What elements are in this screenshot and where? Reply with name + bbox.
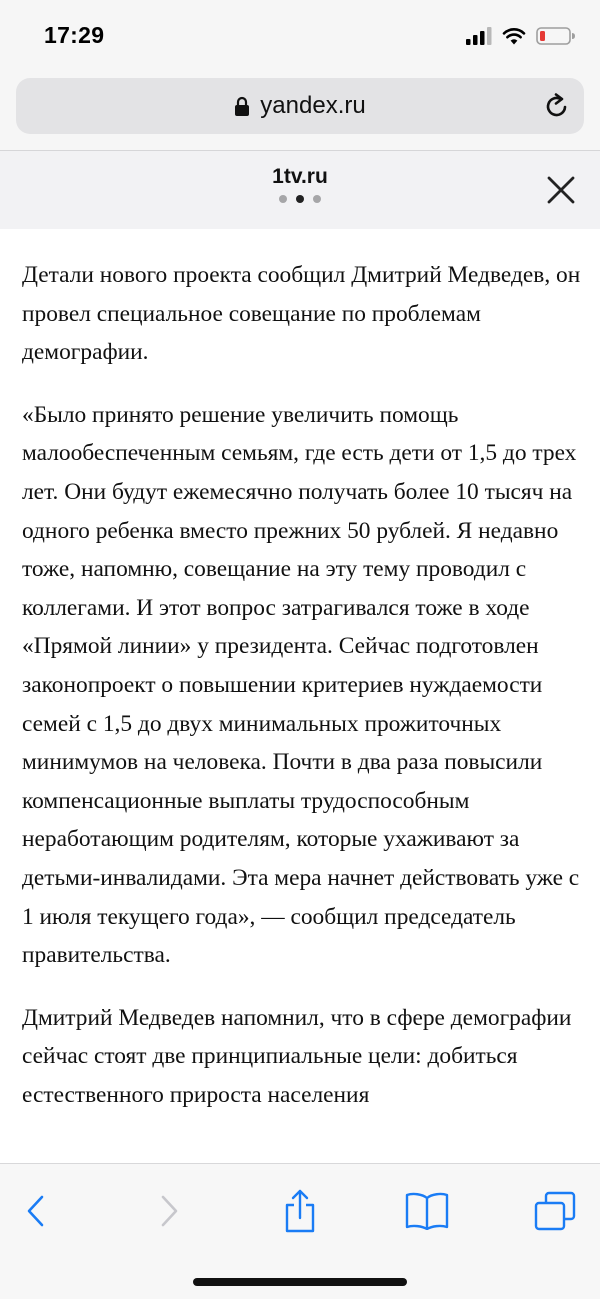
wifi-icon [502,27,526,45]
chevron-left-icon [24,1194,46,1228]
page-dot[interactable] [313,195,321,203]
forward-button[interactable] [145,1186,195,1236]
article-paragraph: Детали нового проекта сообщил Дмитрий Медведев, он провел специальное совещание по проблемам демографии. [22,262,581,366]
close-icon[interactable] [544,173,578,207]
bottom-toolbar [0,1163,600,1299]
status-icons [466,26,576,46]
source-title: 1tv.ru [272,165,328,188]
tabs-icon [534,1191,576,1231]
article-content [22,228,582,1163]
article-paragraph: Дмитрий Медведев напомнил, что в сфере демографии сейчас стоят две принципиальные цели: добиться естественного прироста населения [22,1004,572,1108]
page-dot[interactable] [279,195,287,203]
cellular-signal-icon [466,27,492,45]
home-indicator [193,1278,407,1286]
lock-icon [234,96,250,117]
address-center [16,78,584,134]
tabs-button[interactable] [530,1186,580,1236]
status-bar [0,0,600,70]
source-header [0,150,600,229]
share-button[interactable] [275,1186,325,1236]
page-dots [0,195,600,203]
chevron-right-icon [159,1194,181,1228]
book-icon [405,1192,449,1230]
address-bar[interactable] [16,78,584,134]
back-button[interactable] [10,1186,60,1236]
url-text: yandex.ru [260,92,366,119]
article-paragraph: «Было принято решение увеличить помощь малообеспеченным семьям, где есть дети от 1,5 до трех лет. Они будут ежемесячно получать более 10 тысяч на одного ребенка вместо прежних 50 рублей. Я недавно тоже, напомню, совещание на эту тему проводил с коллегами. И этот вопрос затрагивался тоже в ходе «Прямой линии» у президента. Сейчас подготовлен законопроект о повышении критериев нуждаемости семей с 1,5 до двух минимальных прожиточных минимумов на человека. Почти в два раза повысили компенсационные выплаты трудоспособным неработающим родителям, которые ухаживают за детьми-инвалидами. Эта мера начнет действовать уже с 1 июля текущего года», — сообщил председатель правительства. [22,401,580,969]
bookmarks-button[interactable] [402,1186,452,1236]
reload-icon[interactable] [542,91,572,121]
battery-icon [536,27,576,45]
status-time: 17:29 [44,22,105,48]
address-area [0,70,600,150]
share-icon [283,1189,317,1233]
page-dot-active[interactable] [296,195,304,203]
